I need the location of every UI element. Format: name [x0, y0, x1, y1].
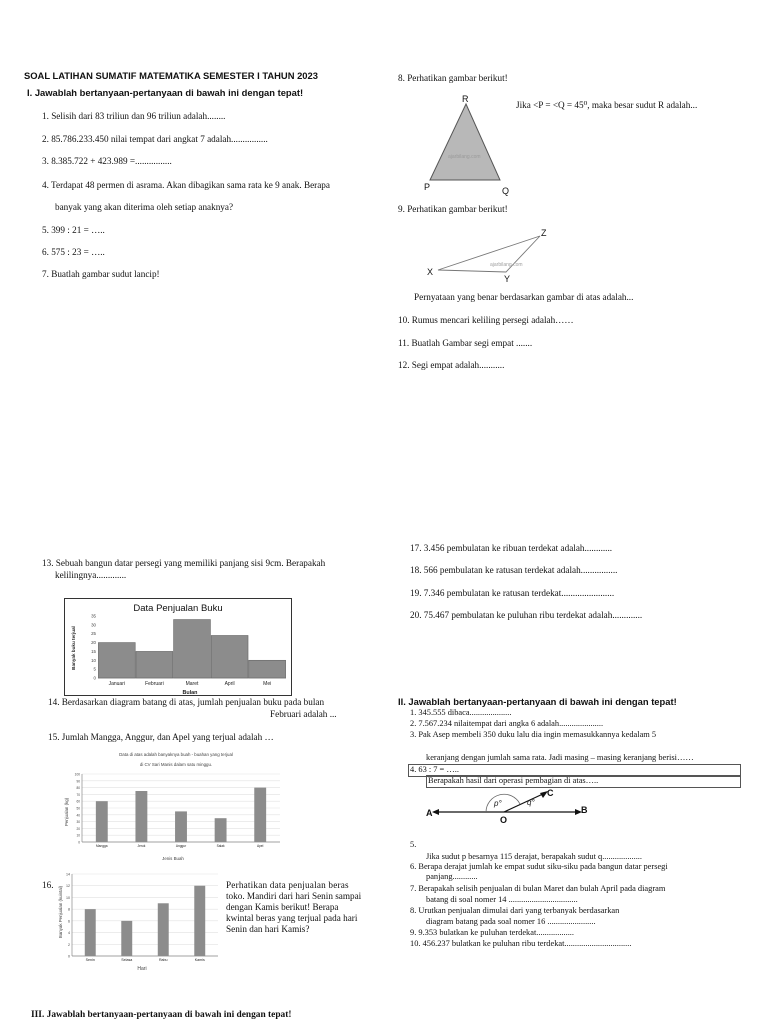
section-2-question-8-line-2: diagram batang pada soal nomer 16 .......................: [426, 917, 596, 926]
chart-x-axis-label: Jenis Buah: [162, 856, 184, 861]
question-7: 7. Buatlah gambar sudut lancip!: [42, 269, 160, 279]
vertex-z-label: Z: [541, 228, 547, 238]
x-tick-label: Anggur: [175, 844, 187, 848]
x-tick-label: Kamis: [194, 958, 205, 962]
y-tick-label: 12: [66, 884, 70, 889]
question-16-line: kwintal beras yang terjual pada hari: [226, 913, 358, 923]
bar: [211, 635, 248, 678]
angle-arc: [486, 794, 520, 812]
question-16-line: Perhatikan data penjualan beras: [226, 880, 349, 890]
chart-title-line-1: Data di atas adalah banyaknya buah - buahan yang terjual: [119, 752, 233, 757]
section-2-question-1: 1. 345.555 dibaca....................: [410, 708, 512, 717]
question-8: 8. Perhatikan gambar berikut!: [398, 73, 508, 83]
y-tick-label: 100: [74, 772, 80, 777]
x-tick-label: Apel: [257, 844, 264, 848]
section-2-question-9: 9. 9.353 bulatkan ke puluhan terdekat..................: [410, 928, 574, 937]
section-2-heading: II. Jawablah bertanyaan-pertanyaan di bawah ini dengan tepat!: [398, 696, 677, 707]
y-tick-label: 4: [68, 931, 70, 936]
vertex-q-label: Q: [502, 186, 510, 196]
y-tick-label: 80: [76, 786, 80, 791]
question-5: 5. 399 : 21 = …..: [42, 225, 105, 235]
y-tick-label: 2: [68, 942, 70, 947]
y-tick-label: 5: [93, 666, 96, 672]
y-tick-label: 10: [66, 895, 70, 900]
question-17: 17. 3.456 pembulatan ke ribuan terdekat adalah............: [410, 543, 613, 553]
section-1-heading: I. Jawablah bertanyaan-pertanyaan di bawah ini dengan tepat!: [27, 87, 304, 98]
y-tick-label: 30: [76, 820, 80, 825]
section-2-question-8-line-1: 8. Urutkan penjualan dimulai dari yang terbanyak berdasarkan: [410, 906, 620, 915]
question-16-number: 16.: [42, 880, 54, 890]
triangle-pqr-figure: [418, 92, 518, 196]
y-tick-label: 90: [76, 779, 80, 784]
watermark: ajarbilang.com: [448, 154, 481, 160]
y-tick-label: 20: [91, 640, 96, 646]
bar: [85, 909, 96, 956]
question-20: 20. 75.467 pembulatan ke puluhan ribu terdekat adalah.............: [410, 610, 643, 620]
point-b-label: B: [581, 805, 588, 815]
bar: [135, 791, 147, 842]
x-tick-label: Senin: [85, 958, 95, 962]
question-16-line: dengan Kamis berikut! Berapa: [226, 902, 339, 912]
chart-title: Data Penjualan Buku: [133, 603, 223, 614]
y-tick-label: 50: [76, 806, 80, 811]
section-2-question-4-line-1: 4. 63 : 7 = …..: [410, 765, 459, 774]
section-2-question-4-line-2: Berapakah hasil dari operasi pembagian di atas…..: [428, 776, 599, 785]
question-3: 3. 8.385.722 + 423.989 =................: [42, 156, 172, 166]
question-16-line: Senin dan hari Kamis?: [226, 924, 310, 934]
bar: [249, 660, 286, 678]
question-6: 6. 575 : 23 = …..: [42, 247, 105, 257]
x-tick-label: Mei: [263, 681, 272, 687]
y-tick-label: 25: [91, 631, 96, 637]
angle-figure: [424, 786, 614, 824]
question-10: 10. Rumus mencari keliling persegi adalah……: [398, 315, 574, 325]
y-tick-label: 40: [76, 813, 80, 818]
question-9-text: Pernyataan yang benar berdasarkan gambar di atas adalah...: [414, 292, 634, 302]
section-2-question-3-line-1: 3. Pak Asep membeli 350 duku lalu dia ingin memasukkannya kedalam 5: [410, 730, 657, 739]
section-2-question-7-line-2: batang di soal nomer 14 .................................: [426, 895, 578, 904]
question-16-line: toko. Mandiri dari hari Senin sampai: [226, 891, 362, 901]
vertex-p-label: P: [424, 182, 431, 192]
point-o-label: O: [500, 815, 508, 824]
y-tick-label: 35: [91, 613, 96, 619]
y-tick-label: 0: [93, 675, 96, 681]
vertex-x-label: X: [427, 267, 434, 277]
section-3-heading: III. Jawablah bertanyaan-pertanyaan di bawah ini dengan tepat!: [31, 1010, 292, 1020]
x-tick-label: Selasa: [121, 958, 133, 962]
y-tick-label: 8: [68, 907, 70, 912]
bar: [96, 801, 108, 842]
bar: [175, 811, 187, 842]
triangle-pqr: [430, 104, 500, 180]
page-title: SOAL LATIHAN SUMATIF MATEMATIKA SEMESTER I TAHUN 2023: [24, 70, 318, 81]
arrow-a: [432, 809, 439, 815]
x-tick-label: Rabu: [158, 958, 168, 962]
question-19: 19. 7.346 pembulatan ke ratusan terdekat.......................: [410, 588, 615, 598]
y-tick-label: 10: [91, 657, 96, 663]
question-13-line-1: 13. Sebuah bangun datar persegi yang memiliki panjang sisi 9cm. Berapakah: [42, 558, 326, 568]
section-2-question-6-line-2: panjang............: [426, 872, 478, 881]
x-tick-label: Januari: [108, 681, 126, 687]
y-tick-label: 60: [76, 799, 80, 804]
x-tick-label: April: [224, 681, 235, 687]
y-tick-label: 14: [66, 872, 70, 877]
x-tick-label: Jeruk: [137, 844, 146, 848]
chart-y-axis-label: Banyak buku terjual: [71, 626, 76, 670]
question-15: 15. Jumlah Mangga, Anggur, dan Apel yang terjual adalah …: [48, 732, 274, 742]
y-tick-label: 6: [68, 919, 70, 924]
bar: [121, 921, 132, 956]
bar: [158, 903, 169, 956]
chart-title-line-2: di CV Sari Manis dalam satu minggu.: [139, 762, 213, 767]
question-14-line-1: 14. Berdasarkan diagram batang di atas, jumlah penjualan buku pada bulan: [48, 697, 325, 707]
question-4-line-1: 4. Terdapat 48 permen di asrama. Akan dibagikan sama rata ke 9 anak. Berapa: [42, 180, 330, 190]
triangle-xyz: [438, 236, 540, 272]
chart-y-axis-label: Banyak Penjualan (kuintal): [58, 885, 63, 939]
question-18: 18. 566 pembulatan ke ratusan terdekat adalah................: [410, 565, 618, 575]
x-tick-label: Februari: [145, 681, 164, 687]
section-2-question-7-line-1: 7. Berapakah selisih penjualan di bulan Maret dan bulah April pada diagram: [410, 884, 666, 893]
chart-x-axis-label: Bulan: [182, 690, 198, 696]
y-tick-label: 15: [91, 648, 96, 654]
question-12: 12. Segi empat adalah...........: [398, 360, 505, 370]
section-2-question-2: 2. 7.567.234 nilaitempat dari angka 6 adalah.....................: [410, 719, 604, 728]
question-13-line-2: kelilingnya.............: [55, 570, 127, 580]
book-sales-chart: [64, 598, 292, 696]
question-14-line-2: Februari adalah ...: [270, 709, 337, 719]
y-tick-label: 30: [91, 622, 96, 628]
bar: [136, 651, 173, 678]
rice-sales-chart: [56, 866, 224, 974]
angle-q-label: q°: [527, 798, 535, 807]
question-2: 2. 85.786.233.450 nilai tempat dari angkat 7 adalah................: [42, 134, 268, 144]
y-tick-label: 0: [78, 840, 80, 845]
question-8-text: Jika <P = <Q = 45⁰, maka besar sudut R adalah...: [516, 100, 698, 110]
x-tick-label: Salak: [216, 844, 225, 848]
question-11: 11. Buatlah Gambar segi empat .......: [398, 338, 533, 348]
ray-oc: [504, 793, 545, 812]
section-2-question-6-line-1: 6. Berapa derajat jumlah ke empat sudut siku-siku pada bangun datar persegi: [410, 862, 668, 871]
y-tick-label: 20: [76, 826, 80, 831]
chart-y-axis-label: Penjualan (kg): [64, 797, 69, 827]
section-2-question-3-line-2: keranjang dengan jumlah sama rata. Jadi masing – masing keranjang berisi……: [426, 753, 694, 762]
bar: [254, 788, 266, 842]
point-a-label: A: [426, 808, 433, 818]
question-9: 9. Perhatikan gambar berikut!: [398, 204, 508, 214]
x-tick-label: Mangga: [96, 844, 108, 848]
bar: [174, 620, 211, 678]
question-1: 1. Selisih dari 83 triliun dan 96 triliun adalah........: [42, 111, 226, 121]
watermark: ajarbilang.com: [490, 262, 523, 268]
triangle-xyz-figure: [424, 224, 552, 286]
y-tick-label: 70: [76, 792, 80, 797]
x-tick-label: Maret: [185, 681, 199, 687]
chart-x-axis-label: Hari: [137, 966, 147, 972]
bar: [215, 818, 227, 842]
section-2-question-10: 10. 456.237 bulatkan ke puluhan ribu terdekat................................: [410, 939, 632, 948]
y-tick-label: 0: [68, 954, 70, 959]
vertex-y-label: Y: [504, 274, 511, 284]
angle-p-label: p°: [494, 799, 502, 808]
section-2-question-5: Jika sudut p besarnya 115 derajat, berapakah sudut q...................: [426, 852, 642, 861]
vertex-r-label: R: [462, 94, 469, 104]
question-4-line-2: banyak yang akan diterima oleh setiap anaknya?: [55, 202, 234, 212]
section-2-question-5-number: 5.: [410, 840, 417, 849]
bar: [98, 643, 135, 678]
y-tick-label: 10: [76, 833, 80, 838]
fruit-sales-chart: [62, 748, 284, 866]
bar: [194, 886, 205, 956]
point-c-label: C: [547, 788, 554, 798]
